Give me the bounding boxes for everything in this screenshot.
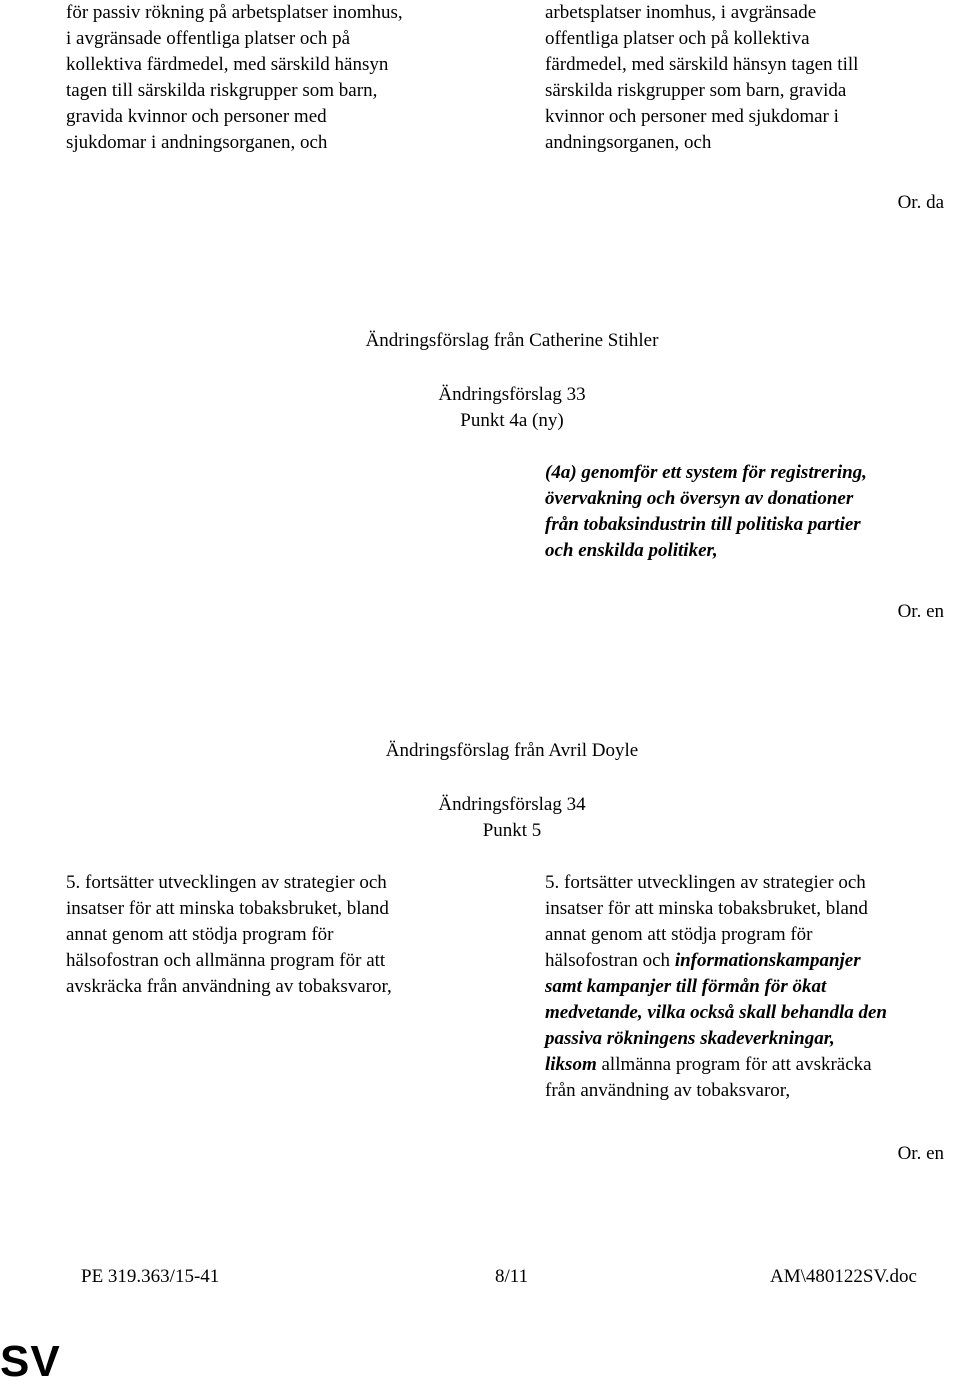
text-line: gravida kvinnor och personer med xyxy=(66,106,327,127)
text-line: 5. fortsätter utvecklingen av strategier och xyxy=(66,872,387,893)
amendment-33-author: Ändringsförslag från Catherine Stihler xyxy=(365,330,659,351)
text-line xyxy=(545,948,887,974)
text-line: offentliga platser och på kollektiva xyxy=(545,28,810,49)
text-line: (4a) genomför ett system för registrering, xyxy=(545,462,867,483)
text-line: hälsofostran och allmänna program för att xyxy=(66,950,386,971)
inserted-text: samt kampanjer till förmån för ökat xyxy=(545,976,827,997)
text-line: kvinnor och personer med sjukdomar i xyxy=(545,106,839,127)
text-line: tagen till särskilda riskgrupper som barn, xyxy=(66,80,378,101)
text-line xyxy=(545,1052,887,1078)
text-line: för passiv rökning på arbetsplatser inomhus, xyxy=(66,2,403,23)
text-line: övervakning och översyn av donationer xyxy=(545,488,854,509)
amendment-34-commission-text xyxy=(66,870,392,1000)
amendment-34-point: Punkt 5 xyxy=(482,820,542,841)
inserted-text: passiva rökningens skadeverkningar, xyxy=(545,1028,835,1049)
text-line: färdmedel, med särskild hänsyn tagen till xyxy=(545,54,859,75)
footer-reference: PE 319.363/15-41 xyxy=(81,1266,220,1287)
text-line: avskräcka från användning av tobaksvaror, xyxy=(66,976,392,997)
text-line: annat genom att stödja program för xyxy=(545,924,813,945)
text-line: från användning av tobaksvaror, xyxy=(545,1080,791,1101)
text-line: och enskilda politiker, xyxy=(545,540,718,561)
text-line: från tobaksindustrin till politiska partier xyxy=(545,514,861,535)
amendment-33-point: Punkt 4a (ny) xyxy=(460,410,564,431)
footer-page-number: 8/11 xyxy=(495,1266,529,1287)
text-line: kollektiva färdmedel, med särskild hänsyn xyxy=(66,54,389,75)
inserted-text: liksom xyxy=(545,1054,597,1075)
text-line: 5. fortsätter utvecklingen av strategier och xyxy=(545,872,866,893)
inserted-text: informationskampanjer xyxy=(674,950,861,971)
top-left-text xyxy=(66,0,403,156)
text-line: sjukdomar i andningsorganen, och xyxy=(66,132,328,153)
text-line: i avgränsade offentliga platser och på xyxy=(66,28,351,49)
text-line: andningsorganen, och xyxy=(545,132,712,153)
amendment-34-author: Ändringsförslag från Avril Doyle xyxy=(385,740,639,761)
plain-text: allmänna program för att avskräcka xyxy=(596,1054,872,1075)
top-right-text xyxy=(545,0,858,156)
footer-document-name: AM\480122SV.doc xyxy=(770,1266,917,1287)
original-language-en-1: Or. en xyxy=(897,601,944,622)
plain-text: hälsofostran och xyxy=(545,950,675,971)
amendment-34-number: Ändringsförslag 34 xyxy=(438,794,586,815)
text-line: insatser för att minska tobaksbruket, bland xyxy=(545,898,868,919)
amendment-33-number: Ändringsförslag 33 xyxy=(438,384,586,405)
amendment-33-text xyxy=(545,460,867,564)
original-language-da: Or. da xyxy=(897,192,944,213)
text-line: arbetsplatser inomhus, i avgränsade xyxy=(545,2,817,23)
text-line: insatser för att minska tobaksbruket, bland xyxy=(66,898,389,919)
inserted-text: medvetande, vilka också skall behandla den xyxy=(545,1002,887,1023)
text-line: särskilda riskgrupper som barn, gravida xyxy=(545,80,847,101)
original-language-en-2: Or. en xyxy=(897,1143,944,1164)
amendment-34-amended-text xyxy=(545,870,887,1104)
text-line: annat genom att stödja program för xyxy=(66,924,334,945)
language-code: SV xyxy=(0,1337,61,1386)
